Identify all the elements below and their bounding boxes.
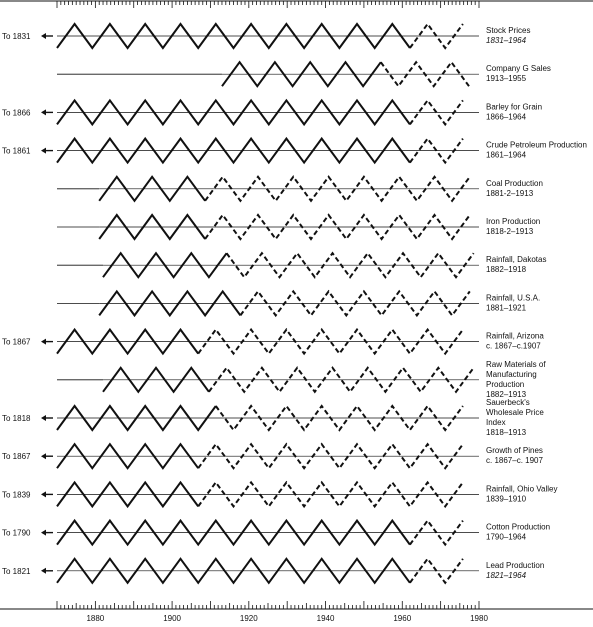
series-name: Growth of Pines — [486, 446, 543, 456]
series-period: 1790–1964 — [486, 532, 527, 542]
series-origin-label: To 1866 — [2, 108, 31, 118]
series-row — [2, 100, 542, 124]
series-name: Cotton Production — [486, 522, 551, 532]
series-period: 1821–1964 — [486, 570, 527, 580]
series-name: Raw Materials of — [486, 359, 546, 369]
arrow-left-icon — [41, 453, 46, 459]
series-name: Sauerbeck's — [486, 398, 530, 407]
series-name: Coal Production — [486, 178, 543, 188]
series-row — [57, 291, 540, 315]
series-row — [57, 360, 546, 399]
series-row — [2, 482, 557, 506]
series-name: Rainfall, Ohio Valley — [486, 484, 558, 494]
x-tick-label: 1940 — [316, 614, 335, 623]
series-name: Rainfall, Arizona — [486, 331, 544, 341]
series-period: 1913–1955 — [486, 74, 527, 84]
bottom-axis — [0, 601, 593, 623]
series-origin-label: To 1821 — [2, 566, 31, 576]
series-rows — [2, 24, 587, 583]
series-name: Rainfall, Dakotas — [486, 255, 547, 265]
series-period: 1831–1964 — [486, 36, 527, 45]
series-name: Wholesale Price — [486, 408, 544, 417]
series-name: Iron Production — [486, 217, 541, 226]
series-period: 1866–1964 — [486, 112, 527, 122]
series-origin-label: To 1861 — [2, 146, 31, 156]
x-tick-label: 1960 — [393, 614, 412, 623]
series-name: Barley for Grain — [486, 102, 543, 112]
series-origin-label: To 1818 — [2, 414, 31, 423]
series-period: 1818–1913 — [486, 428, 527, 437]
series-name: Stock Prices — [486, 26, 531, 35]
series-period: 1881-2–1913 — [486, 188, 534, 198]
series-row — [57, 177, 543, 201]
series-period: c. 1867–c.1907 — [486, 341, 541, 351]
series-period: 1882–1918 — [486, 265, 527, 275]
series-origin-label: To 1831 — [2, 32, 31, 41]
series-row — [2, 398, 544, 437]
x-tick-label: 1880 — [86, 614, 105, 623]
top-axis — [0, 1, 593, 8]
series-name: Crude Petroleum Production — [486, 140, 587, 150]
series-period: 1881–1921 — [486, 303, 527, 313]
series-name: Company G Sales — [486, 64, 551, 74]
series-origin-label: To 1867 — [2, 452, 31, 462]
series-period: 1882–1913 — [486, 389, 527, 399]
series-period: 1818-2–1913 — [486, 227, 534, 236]
series-name: Manufacturing — [486, 369, 537, 379]
series-row — [2, 444, 543, 468]
series-name: Index — [486, 418, 506, 427]
series-origin-label: To 1839 — [2, 490, 31, 500]
series-row — [57, 253, 546, 277]
x-tick-label: 1900 — [163, 614, 181, 623]
series-name: Lead Production — [486, 560, 545, 570]
arrow-left-icon — [41, 530, 46, 536]
series-period: 1839–1910 — [486, 494, 527, 504]
x-tick-label: 1920 — [239, 614, 258, 623]
series-row — [2, 24, 530, 48]
series-name: Rainfall, U.S.A. — [486, 293, 541, 303]
series-row — [57, 215, 540, 239]
series-name: Production — [486, 379, 525, 389]
arrow-left-icon — [41, 339, 46, 345]
series-row — [2, 330, 544, 354]
series-period: 1861–1964 — [486, 150, 527, 160]
x-tick-label: 1980 — [470, 614, 488, 623]
arrow-left-icon — [41, 568, 46, 574]
arrow-left-icon — [41, 109, 46, 115]
series-row — [2, 139, 587, 163]
arrow-left-icon — [41, 148, 46, 154]
series-row — [2, 521, 550, 545]
series-period: c. 1867–c. 1907 — [486, 456, 543, 466]
series-origin-label: To 1867 — [2, 337, 31, 347]
series-row — [57, 62, 551, 86]
arrow-left-icon — [41, 491, 46, 497]
series-row — [2, 559, 544, 583]
arrow-left-icon — [41, 415, 46, 421]
arrow-left-icon — [41, 33, 46, 39]
series-origin-label: To 1790 — [2, 528, 31, 538]
